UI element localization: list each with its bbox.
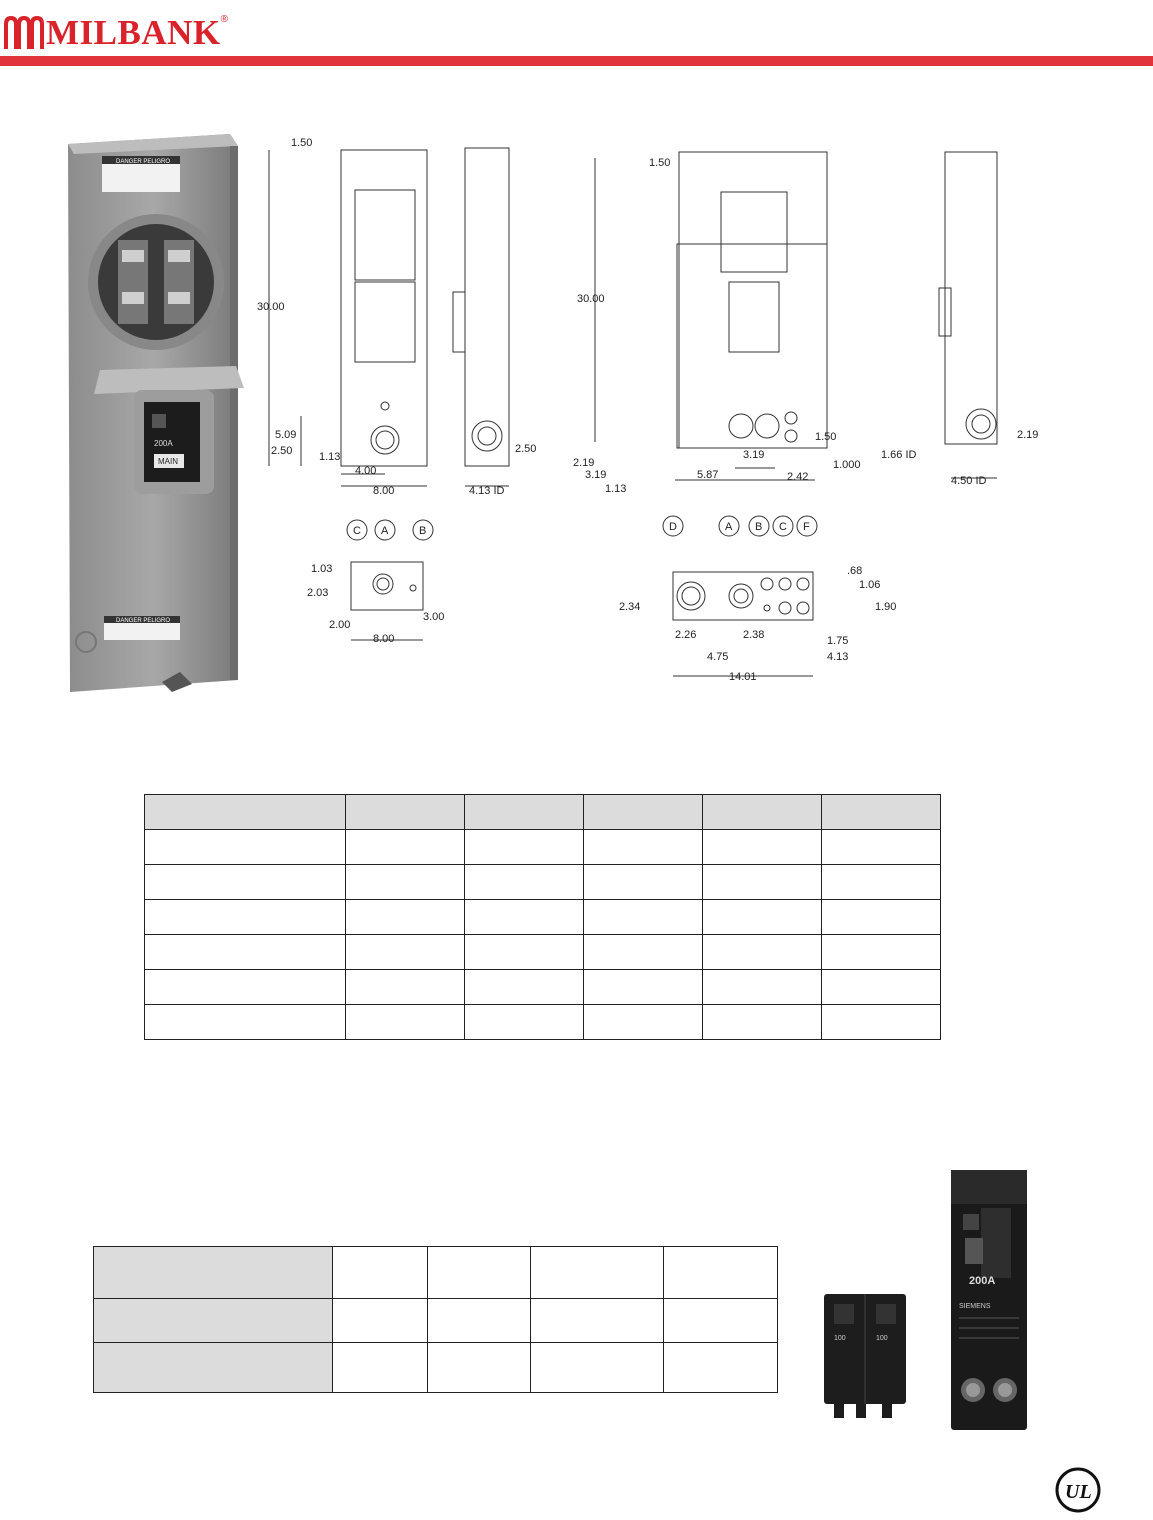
table-cell	[664, 1299, 778, 1343]
two-pole-breaker-photo	[822, 1290, 908, 1420]
table-cell	[145, 1005, 346, 1040]
table-cell	[531, 1343, 664, 1393]
dim-large-height: 30.00	[577, 293, 605, 305]
dim-large-bottom-3: 2.42	[787, 471, 809, 483]
dim-large-plan-3: 1.06	[859, 579, 881, 591]
dim-small-height: 30.00	[257, 301, 285, 313]
label-large-f: F	[803, 521, 810, 533]
table-cell	[346, 795, 465, 830]
table-cell	[145, 900, 346, 935]
table-cell	[584, 900, 703, 935]
table-cell	[822, 900, 941, 935]
dim-large-plan-2: .68	[847, 565, 863, 577]
dim-large-plan-5: 2.26	[675, 629, 697, 641]
table-cell	[333, 1299, 428, 1343]
dim-large-bottom-4: 1.000	[833, 459, 861, 471]
dim-small-plan-3: 2.00	[329, 619, 351, 631]
label-large-b: B	[755, 521, 763, 533]
table-cell	[145, 865, 346, 900]
dim-small-plan-2: 2.03	[307, 587, 329, 599]
top-warning-label: DANGER PELIGRO	[116, 159, 171, 165]
dim-small-side-id: 4.13 ID	[469, 485, 505, 497]
table-cell	[428, 1247, 531, 1299]
table-cell	[584, 865, 703, 900]
table-cell	[465, 935, 584, 970]
dim-large-left-3: 1.13	[605, 483, 627, 495]
table-cell	[145, 970, 346, 1005]
breaker-brand: SIEMENS	[959, 1303, 991, 1310]
table-row	[145, 970, 941, 1005]
table-cell	[703, 900, 822, 935]
dim-small-center: 4.00	[355, 465, 377, 477]
table-row	[145, 865, 941, 900]
breaker-rating-text: 200A	[154, 439, 173, 448]
table-cell	[465, 1005, 584, 1040]
label-large-d: D	[669, 521, 677, 533]
dim-small-width: 8.00	[373, 485, 395, 497]
meter-pedestal-photo	[60, 132, 250, 692]
table-cell	[333, 1343, 428, 1393]
table-row	[145, 830, 941, 865]
dim-large-side-3: 4.50 ID	[951, 475, 987, 487]
label-small-b: B	[419, 525, 427, 537]
table-cell	[346, 900, 465, 935]
table-row	[145, 935, 941, 970]
table-cell	[664, 1343, 778, 1393]
dim-large-plan-10: 14.01	[729, 671, 757, 683]
dim-large-plan-7: 1.75	[827, 635, 849, 647]
label-large-a: A	[725, 521, 733, 533]
table-cell	[465, 900, 584, 935]
pole-mark-right: 100	[876, 1335, 888, 1342]
registered-mark: ®	[220, 14, 228, 25]
dim-large-plan-1: 2.34	[619, 601, 641, 613]
table-cell	[822, 830, 941, 865]
table-row	[94, 1343, 778, 1393]
table-cell	[465, 970, 584, 1005]
table-cell	[664, 1247, 778, 1299]
dim-small-plan-1: 1.03	[311, 563, 333, 575]
table-cell	[584, 830, 703, 865]
breaker-table	[93, 1246, 778, 1393]
table-header-row	[145, 795, 941, 830]
dim-large-side-2: 1.66 ID	[881, 449, 917, 461]
table-row	[145, 900, 941, 935]
spec-table	[144, 794, 941, 1040]
label-small-c: C	[353, 525, 361, 537]
dim-large-bottom-2: 5.87	[697, 469, 719, 481]
table-cell	[703, 865, 822, 900]
table-cell	[346, 970, 465, 1005]
main-breaker-photo	[947, 1168, 1031, 1432]
brand-wordmark: MILBANK	[46, 13, 221, 52]
dim-large-plan-4: 1.90	[875, 601, 897, 613]
table-cell	[346, 935, 465, 970]
dim-small-top: 1.50	[291, 137, 313, 149]
dim-small-d1: 2.50	[271, 445, 293, 457]
table-cell	[465, 830, 584, 865]
dim-large-left-1: 2.19	[573, 457, 595, 469]
dim-small-side-hub: 2.50	[515, 443, 537, 455]
dim-large-top: 1.50	[649, 157, 671, 169]
table-cell	[145, 830, 346, 865]
table-cell	[346, 865, 465, 900]
ul-mark-text: UL	[1065, 1481, 1092, 1503]
table-cell	[822, 970, 941, 1005]
dim-small-d2: 1.13	[319, 451, 341, 463]
dim-large-bottom-5: 1.50	[815, 431, 837, 443]
table-cell	[346, 830, 465, 865]
dim-large-side-1: 2.19	[1017, 429, 1039, 441]
table-row	[94, 1299, 778, 1343]
dim-large-plan-8: 4.75	[707, 651, 729, 663]
table-cell	[531, 1247, 664, 1299]
table-cell	[428, 1343, 531, 1393]
table-cell	[822, 795, 941, 830]
table-header-row	[94, 1247, 778, 1299]
table-cell	[333, 1247, 428, 1299]
label-small-a: A	[381, 525, 389, 537]
main-label-text: MAIN	[158, 457, 178, 466]
dim-small-plan-4: 8.00	[373, 633, 395, 645]
dim-small-plan-5: 3.00	[423, 611, 445, 623]
table-cell	[94, 1299, 333, 1343]
table-cell	[703, 970, 822, 1005]
table-cell	[703, 830, 822, 865]
brand-header	[0, 10, 228, 50]
table-cell	[584, 795, 703, 830]
bottom-warning-label: DANGER PELIGRO	[116, 618, 171, 624]
table-cell	[584, 970, 703, 1005]
table-cell	[428, 1299, 531, 1343]
dimension-drawings	[255, 122, 1055, 697]
table-cell	[584, 935, 703, 970]
main-breaker-rating: 200A	[969, 1275, 996, 1287]
table-cell	[703, 935, 822, 970]
table-cell	[822, 865, 941, 900]
dim-large-plan-6: 2.38	[743, 629, 765, 641]
label-large-c: C	[779, 521, 787, 533]
table-cell	[822, 1005, 941, 1040]
table-cell	[94, 1247, 333, 1299]
header-rule	[0, 56, 1153, 66]
table-cell	[531, 1299, 664, 1343]
table-row	[145, 1005, 941, 1040]
table-cell	[703, 1005, 822, 1040]
dim-large-left-2: 3.19	[585, 469, 607, 481]
table-cell	[346, 1005, 465, 1040]
dim-large-bottom-1: 3.19	[743, 449, 765, 461]
milbank-logo-icon	[2, 14, 46, 50]
ul-listed-icon	[1054, 1466, 1102, 1514]
table-cell	[584, 1005, 703, 1040]
table-cell	[145, 935, 346, 970]
dim-small-hub: 5.09	[275, 429, 297, 441]
table-cell	[145, 795, 346, 830]
table-cell	[822, 935, 941, 970]
pole-mark-left: 100	[834, 1335, 846, 1342]
table-cell	[465, 795, 584, 830]
dim-large-plan-9: 4.13	[827, 651, 849, 663]
table-cell	[703, 795, 822, 830]
table-cell	[94, 1343, 333, 1393]
table-cell	[465, 865, 584, 900]
